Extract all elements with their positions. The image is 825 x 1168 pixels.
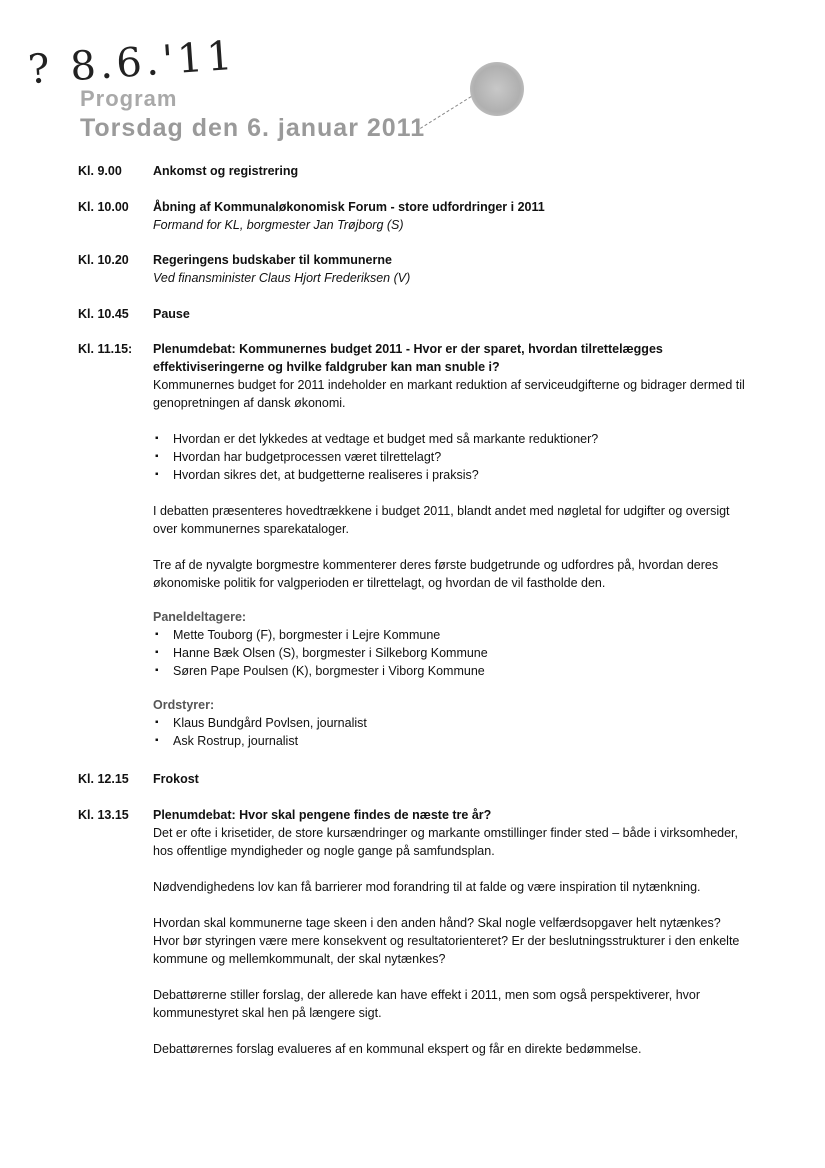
paragraph: Debattørerne stiller forslag, der allerede kan have effekt i 2011, men som også perspektiverer, hvor kommunestyret skal hen på længere sigt. [153, 988, 701, 1020]
item-subtitle: Formand for KL, borgmester Jan Trøjborg (S) [153, 218, 404, 232]
item-subtitle: Ved finansminister Claus Hjort Frederiksen (V) [153, 271, 411, 285]
item-time: Kl. 9.00 [78, 164, 122, 178]
moderator-list [153, 714, 748, 750]
item-time: Kl. 10.45 [78, 307, 129, 321]
item-title: Pause [153, 307, 190, 321]
punch-hole-mark [470, 62, 524, 116]
list-item: ▪ Hanne Bæk Olsen (S), borgmester i Silkeborg Kommune [153, 644, 748, 662]
handwritten-annotation: ? 8.6.'11 [26, 32, 238, 94]
item-time: Kl. 12.15 [78, 772, 129, 786]
list-item: ▪ Hvordan er det lykkedes at vedtage et budget med så markante reduktioner? [153, 430, 748, 448]
paragraph: Debattørernes forslag evalueres af en kommunal ekspert og får en direkte bedømmelse. [153, 1042, 642, 1056]
item-title: Regeringens budskaber til kommunerne [153, 253, 392, 267]
list-item: ▪ Mette Touborg (F), borgmester i Lejre Kommune [153, 626, 748, 644]
item-time: Kl. 10.00 [78, 200, 129, 214]
list-item: ▪ Hvordan har budgetprocessen været tilrettelagt? [153, 448, 748, 466]
item-title: Plenumdebat: Kommunernes budget 2011 - Hvor er der sparet, hvordan tilrettelægges effektiviseringerne og hvilke faldgruber kan man snuble i? [153, 342, 663, 374]
item-title: Plenumdebat: Hvor skal pengene findes de næste tre år? [153, 808, 492, 822]
item-time: Kl. 11.15: [78, 342, 133, 356]
program-label: Program [80, 86, 178, 111]
item-title: Åbning af Kommunaløkonomisk Forum - store udfordringer i 2011 [153, 200, 545, 214]
pencil-stroke [420, 96, 471, 129]
moderator-label: Ordstyrer: [153, 698, 215, 712]
item-title: Frokost [153, 772, 199, 786]
item-time: Kl. 10.20 [78, 253, 129, 267]
paragraph: Det er ofte i krisetider, de store kursændringer og markante omstillinger finder sted – både i virksomheder, hos offentlige myndigheder og nogle gange på samfundsplan. [153, 826, 738, 858]
question-list [153, 430, 748, 484]
paragraph: Tre af de nyvalgte borgmestre kommenterer deres første budgetrunde og udfordres på, hvordan deres økonomiske politik for valgperioden er tilrettelagt, og hvordan de vil fastholde den. [153, 558, 719, 590]
paragraph: Hvordan skal kommunerne tage skeen i den anden hånd? Skal nogle velfærdsopgaver helt nytænkes? Hvor bør styringen være mere konsekvent og resultatorienteret? Er der beslutningsstrukturer i den enkelte kommune og mellemkommunalt, der skal nytænkes? [153, 916, 740, 966]
item-time: Kl. 13.15 [78, 808, 129, 822]
panel-label: Paneldeltagere: [153, 610, 247, 624]
item-intro: Kommunernes budget for 2011 indeholder en markant reduktion af serviceudgifterne og bidrager dermed til genopretningen af dansk økonomi. [153, 378, 745, 410]
paragraph: I debatten præsenteres hovedtrækkene i budget 2011, blandt andet med nøgletal for udgifter og oversigt over kommunernes sparekataloger. [153, 504, 730, 536]
list-item: ▪ Ask Rostrup, journalist [153, 732, 748, 750]
panel-list [153, 626, 748, 680]
paragraph: Nødvendighedens lov kan få barrierer mod forandring til at falde og være inspiration til nytænkning. [153, 880, 701, 894]
page-title: Torsdag den 6. januar 2011 [80, 114, 426, 142]
list-item: ▪ Klaus Bundgård Povlsen, journalist [153, 714, 748, 732]
list-item: ▪ Søren Pape Poulsen (K), borgmester i Viborg Kommune [153, 662, 748, 680]
list-item: ▪ Hvordan sikres det, at budgetterne realiseres i praksis? [153, 466, 748, 484]
item-title: Ankomst og registrering [153, 164, 299, 178]
